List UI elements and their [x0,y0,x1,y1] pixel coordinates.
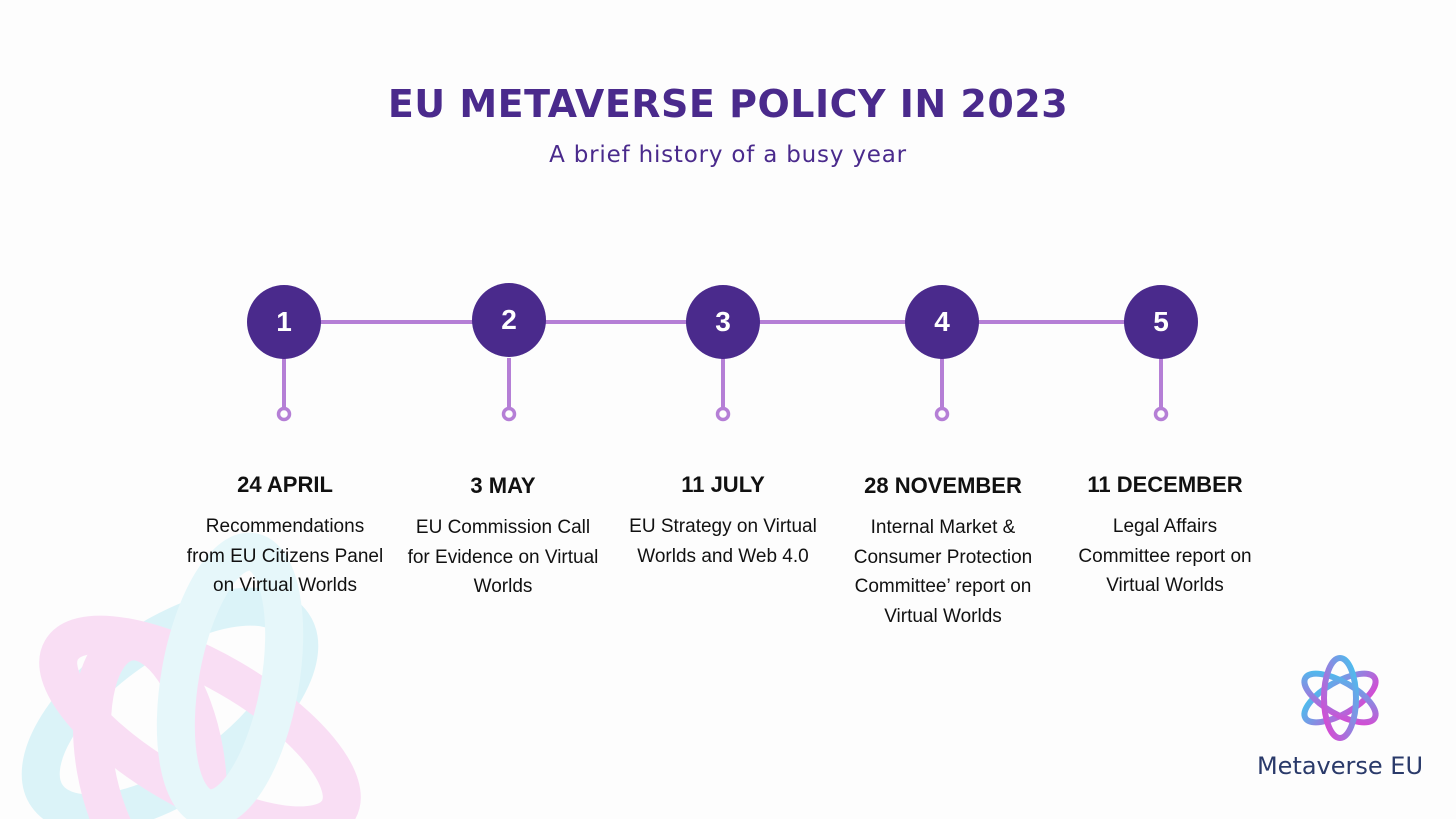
event-date: 24 APRIL [237,472,333,497]
event-date: 11 JULY [681,472,765,497]
event-description: Internal Market & Consumer Protection Committee’ report on Virtual Worlds [853,517,1033,627]
timeline-node-4: 4 [905,285,979,359]
event-description: Recommendations from EU Citizens Panel on Virtual Worlds [186,516,384,596]
connector-dot-5 [1156,409,1167,420]
connector-dot-2 [504,409,515,420]
timeline-node-3: 3 [686,285,760,359]
event-3 [623,472,823,571]
event-4 [853,473,1033,631]
timeline-node-1: 1 [247,285,321,359]
page-title: EU METAVERSE POLICY IN 2023 [387,82,1069,126]
event-description: Legal Affairs Committee report on Virtual Worlds [1078,516,1252,596]
event-date: 3 MAY [470,473,536,498]
event-2 [403,473,603,602]
event-description: EU Strategy on Virtual Worlds and Web 4.0 [629,516,817,567]
page-subtitle: A brief history of a busy year [549,142,907,168]
event-date: 28 NOVEMBER [864,473,1022,498]
timeline-node-5: 5 [1124,285,1198,359]
connector-dot-3 [718,409,729,420]
connector-dot-1 [279,409,290,420]
event-date: 11 DECEMBER [1087,472,1243,497]
connector-dot-4 [937,409,948,420]
event-5 [1065,472,1265,601]
metaverse-eu-logo-icon [1290,650,1390,750]
event-1 [185,472,385,601]
brand-name: Metaverse EU [1256,752,1424,780]
event-description: EU Commission Call for Evidence on Virtual Worlds [407,517,599,597]
timeline-node-2: 2 [472,283,546,357]
